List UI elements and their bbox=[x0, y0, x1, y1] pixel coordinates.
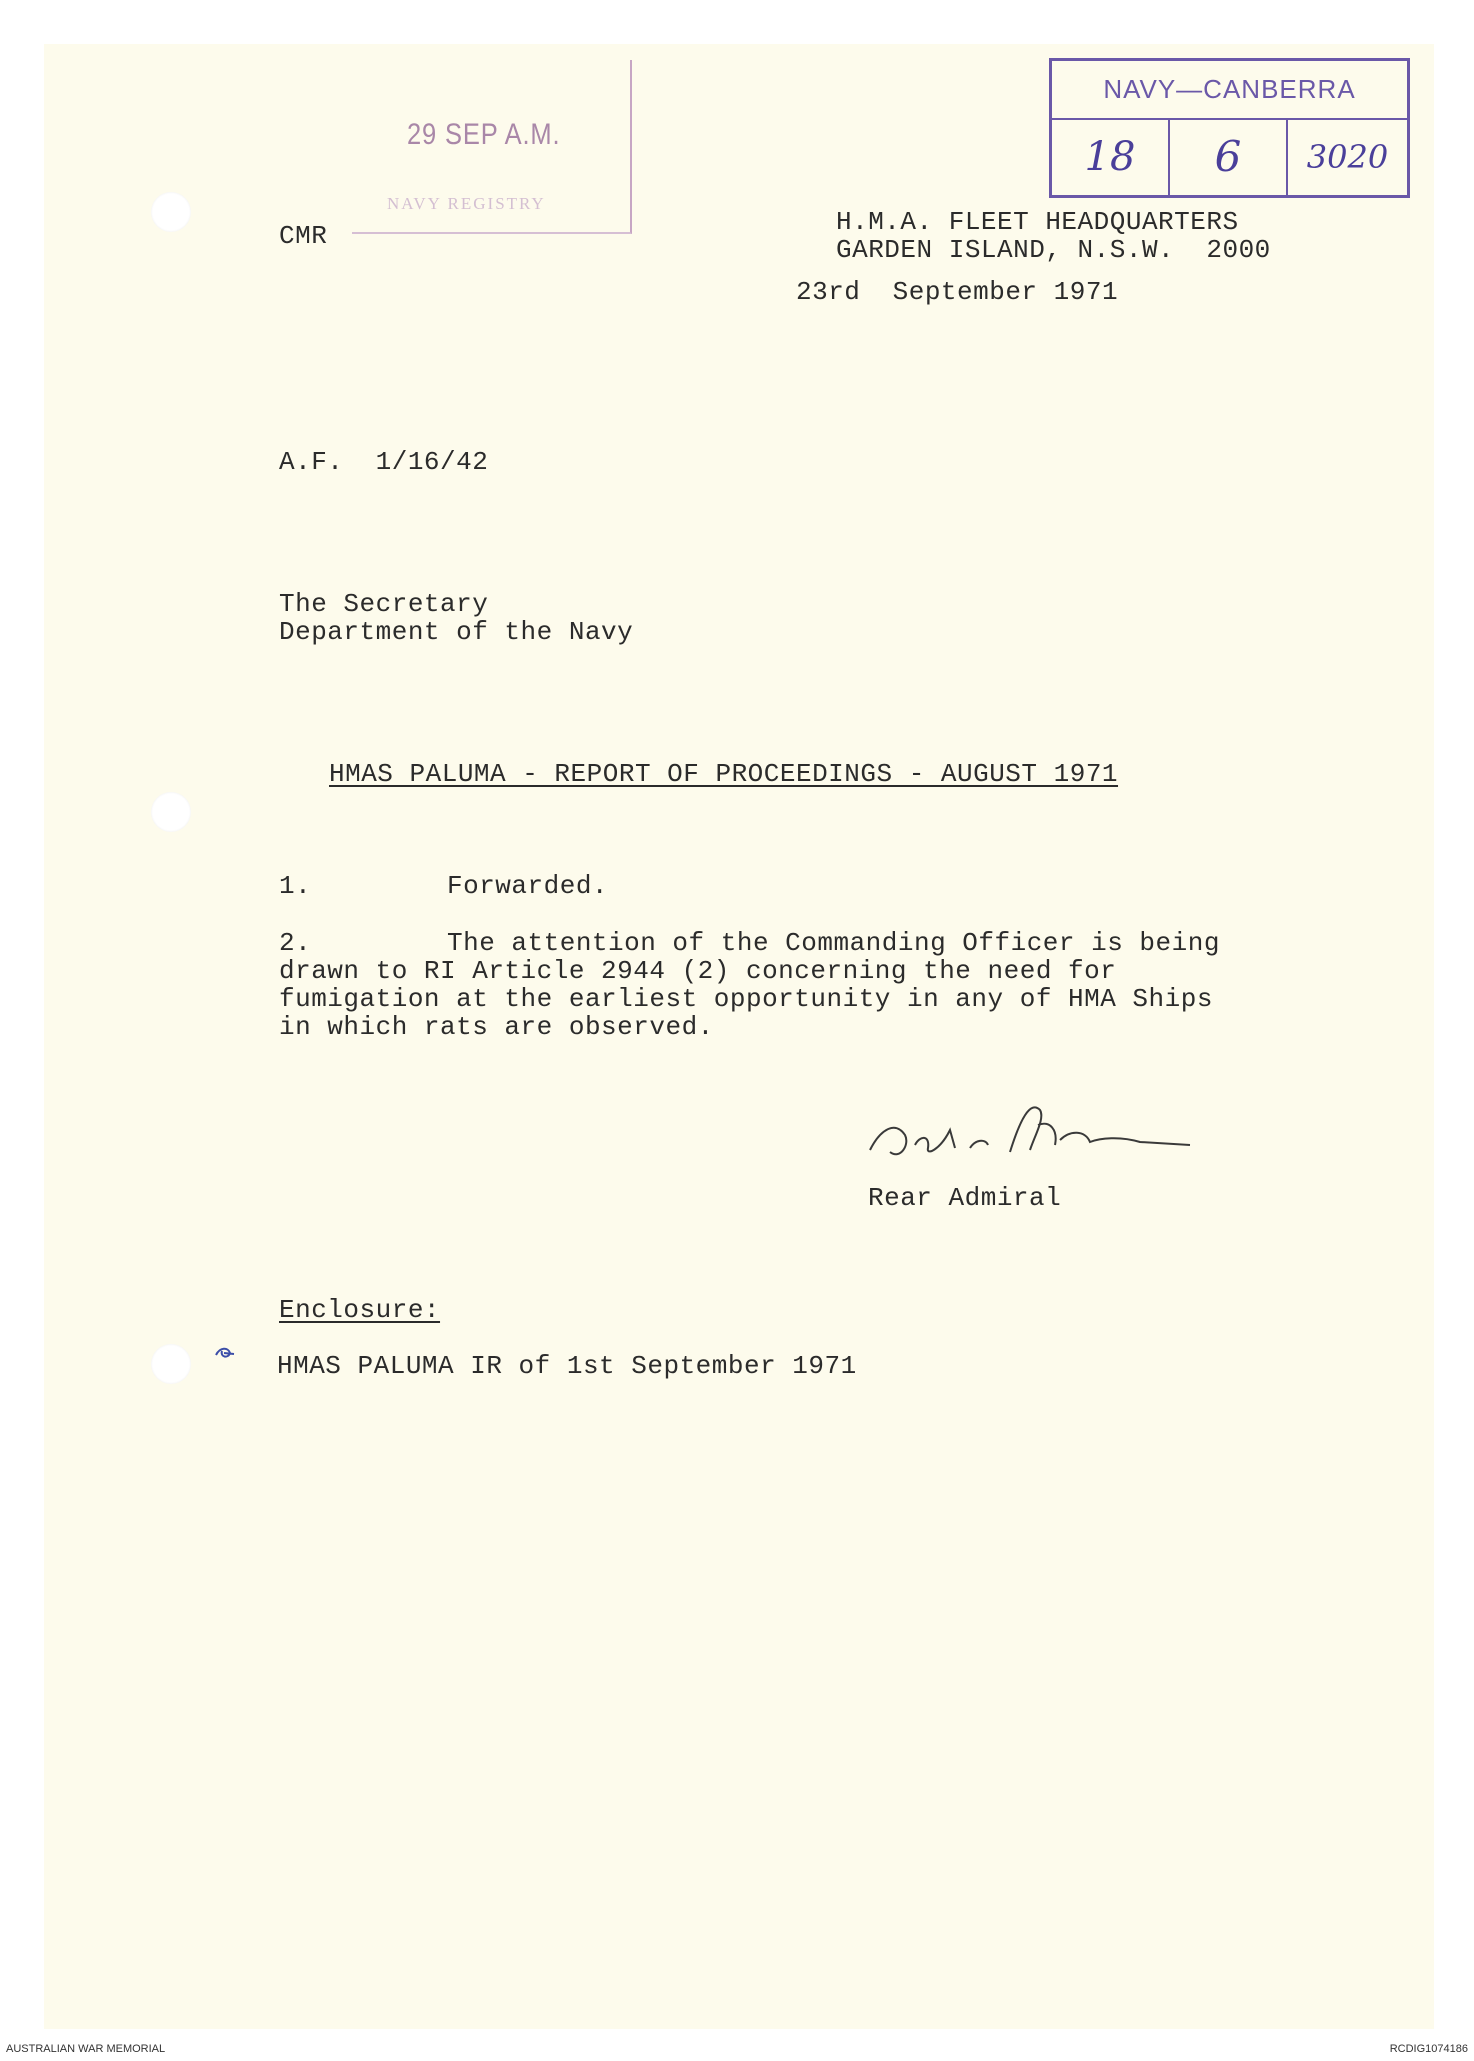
signatory-title: Rear Admiral bbox=[868, 1183, 1062, 1213]
registry-stamp-cell: 6 bbox=[1214, 132, 1242, 181]
received-stamp-registry: NAVY REGISTRY bbox=[387, 194, 546, 213]
subject-line: HMAS PALUMA - REPORT OF PROCEEDINGS - AUGUST 1971 bbox=[329, 759, 1119, 789]
punch-hole bbox=[151, 192, 191, 232]
paragraph-number: 1. bbox=[279, 871, 312, 901]
received-stamp bbox=[352, 60, 632, 234]
enclosure-item: HMAS PALUMA IR of 1st September 1971 bbox=[277, 1351, 857, 1381]
letter-date: 23rd September 1971 bbox=[796, 277, 1119, 307]
registry-stamp-title: NAVY—CANBERRA bbox=[1052, 61, 1407, 120]
paragraph-number: 2. bbox=[279, 928, 312, 958]
received-stamp-date: 29 SEP A.M. bbox=[407, 118, 561, 151]
sender-initials: CMR bbox=[279, 221, 328, 251]
org-address-line2: GARDEN ISLAND, N.S.W. 2000 bbox=[836, 235, 1271, 265]
handwritten-signature bbox=[860, 1090, 1200, 1180]
paragraph-text: The attention of the Commanding Officer is being drawn to RI Article 2944 (2) concerning the need for fumigation at the earliest opportunity in any of HMA Ships in which rats are observed. bbox=[279, 928, 1220, 1042]
enclosure-heading: Enclosure: bbox=[279, 1295, 441, 1325]
addressee-line1: The Secretary bbox=[279, 589, 489, 619]
punch-hole bbox=[151, 792, 191, 832]
pen-tick-mark bbox=[214, 1345, 236, 1361]
footer-document-id: RCDIG1074186 bbox=[1389, 2043, 1468, 2055]
org-address-line1: H.M.A. FLEET HEADQUARTERS bbox=[836, 207, 1239, 237]
footer-archive-name: AUSTRALIAN WAR MEMORIAL bbox=[6, 2043, 166, 2055]
registry-stamp bbox=[1049, 58, 1410, 198]
file-reference: A.F. 1/16/42 bbox=[279, 447, 489, 477]
addressee-line2: Department of the Navy bbox=[279, 617, 634, 647]
registry-stamp-cell: 3020 bbox=[1306, 137, 1389, 176]
punch-hole bbox=[151, 1344, 191, 1384]
registry-stamp-cell: 18 bbox=[1084, 133, 1136, 180]
paragraph-text: Forwarded. bbox=[447, 871, 609, 901]
